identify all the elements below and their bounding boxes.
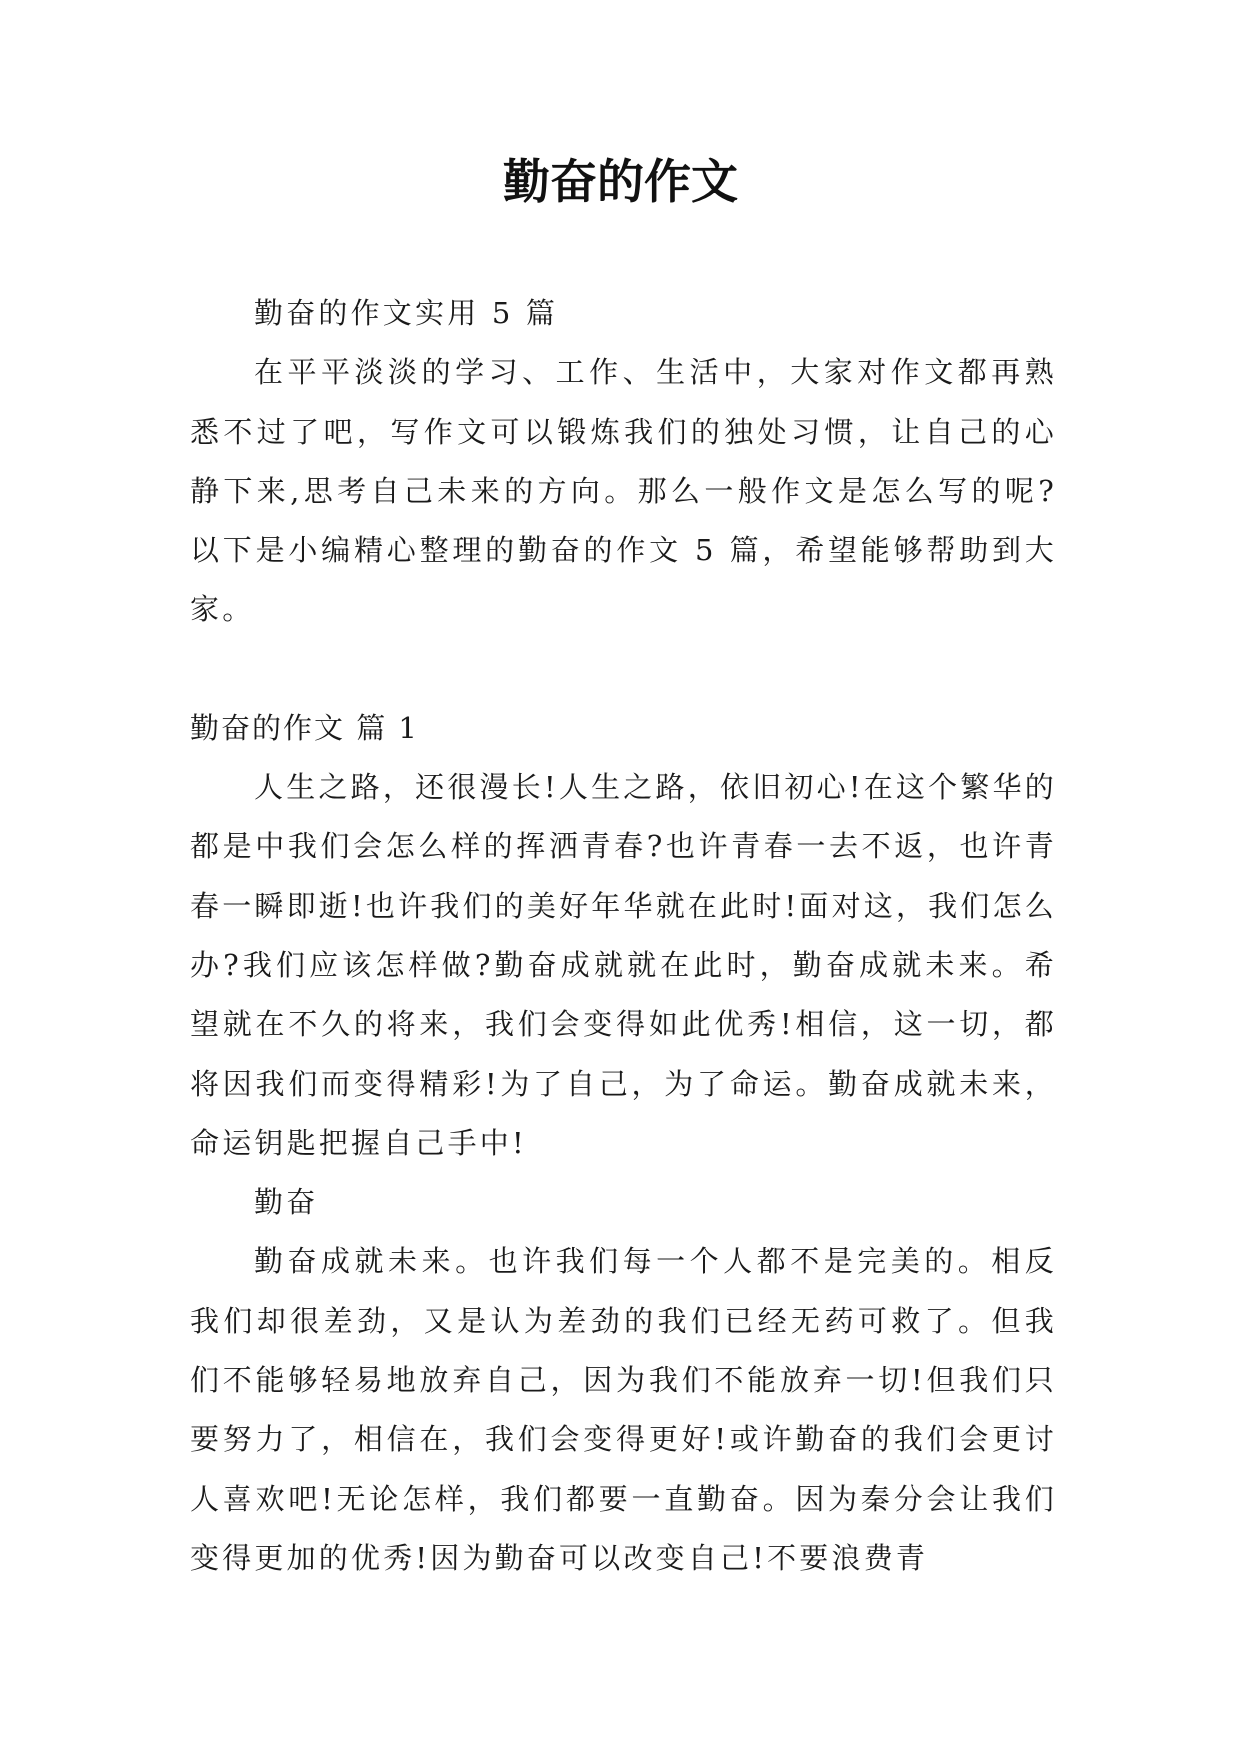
body-paragraph-1: 人生之路，还很漫长!人生之路，依旧初心!在这个繁华的都是中我们会怎么样的挥洒青春?也许青春一去不返，也许青春一瞬即逝!也许我们的美好年华就在此时!面对这，我们怎么办?我们应该怎样做?勤奋成就就在此时，勤奋成就未来。希望就在不久的将来，我们会变得如此优秀!相信，这一切，都将因我们而变得精彩!为了自己，为了命运。勤奋成就未来，命运钥匙把握自己手中! [190, 770, 1057, 1160]
intro-paragraph: 在平平淡淡的学习、工作、生活中，大家对作文都再熟悉不过了吧，写作文可以锻炼我们的独处习惯，让自己的心静下来,思考自己未来的方向。那么一般作文是怎么写的呢?以下是小编精心整理的勤奋的作文 5 篇，希望能够帮助到大家。 [190, 355, 1057, 627]
section-heading: 勤奋的作文 篇 1 [190, 710, 419, 745]
document-subtitle: 勤奋的作文实用 5 篇 [254, 296, 559, 330]
body-paragraph-2: 勤奋成就未来。也许我们每一个人都不是完美的。相反我们却很差劲，又是认为差劲的我们已经无药可救了。但我们不能够轻易地放弃自己，因为我们不能放弃一切!但我们只要努力了，相信在，我们会变得更好!或许勤奋的我们会更讨人喜欢吧!无论怎样，我们都要一直勤奋。因为秦分会让我们变得更加的优秀!因为勤奋可以改变自己!不要浪费青 [190, 1244, 1057, 1575]
short-line: 勤奋 [254, 1185, 319, 1220]
document-title: 勤奋的作文 [503, 155, 738, 210]
document-body [190, 284, 1057, 1588]
